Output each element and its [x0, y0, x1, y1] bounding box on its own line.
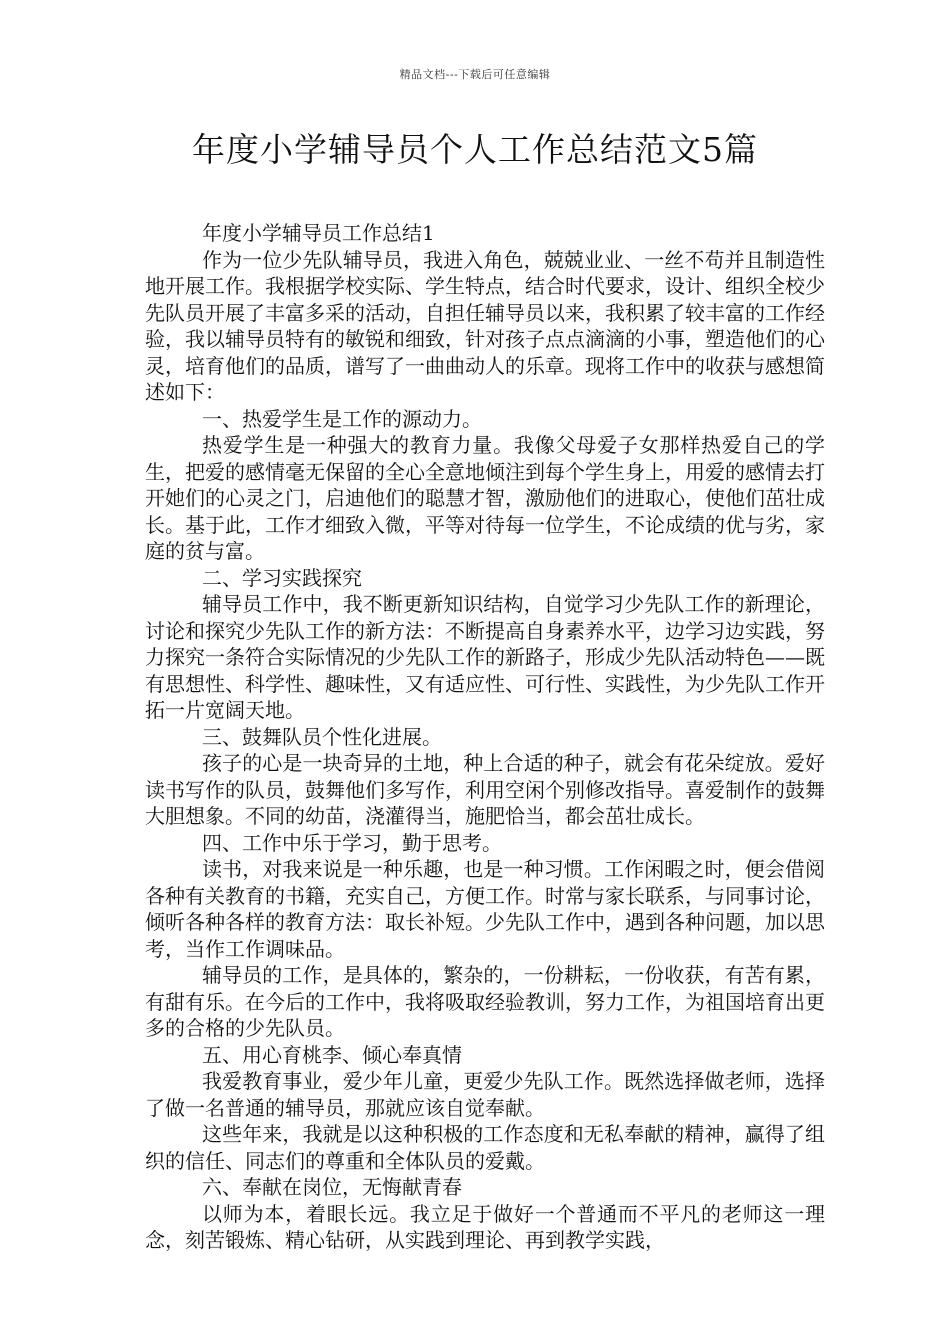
document-body	[145, 220, 825, 1254]
section-heading: 年度小学辅导员工作总结1	[202, 221, 435, 245]
paragraph: 我爱教育事业，爱少年儿童，更爱少先队工作。既然选择做老师，选择了做一名普通的辅导员，那就应该自觉奉献。	[145, 1069, 825, 1120]
section-heading: 四、工作中乐于学习，勤于思考。	[202, 830, 502, 855]
paragraph: 孩子的心是一块奇异的土地，种上合适的种子，就会有花朵绽放。爱好读书写作的队员，鼓舞他们多写作，利用空闲个别修改指导。喜爱制作的鼓舞大胆想象。不同的幼苗，浇灌得当，施肥恰当，都会茁壮成长。	[145, 751, 825, 828]
section-heading: 二、学习实践探究	[202, 565, 362, 590]
paragraph: 辅导员的工作，是具体的，繁杂的，一份耕耘，一份收获，有苦有累，有甜有乐。在今后的工作中，我将吸取经验教训，努力工作，为祖国培育出更多的合格的少先队员。	[145, 963, 825, 1040]
section-heading: 三、鼓舞队员个性化进展。	[202, 724, 442, 749]
header-note: 精品文档---下载后可任意编辑	[399, 68, 551, 81]
paragraph: 读书，对我来说是一种乐趣，也是一种习惯。工作闲暇之时，便会借阅各种有关教育的书籍，充实自己，方便工作。时常与家长联系，与同事讨论，倾听各种各样的教育方法：取长补短。少先队工作中，遇到各种问题，加以思考，当作工作调味品。	[145, 857, 825, 961]
paragraph: 以师为本，着眼长远。我立足于做好一个普通而不平凡的老师这一理念，刻苦锻炼、精心钻研，从实践到理论、再到教学实践，	[145, 1201, 825, 1252]
section-heading: 五、用心育桃李、倾心奉真情	[202, 1042, 462, 1067]
section-heading: 一、热爱学生是工作的源动力。	[202, 406, 482, 431]
section-heading: 六、奉献在岗位，无悔献青春	[202, 1175, 462, 1199]
paragraph: 辅导员工作中，我不断更新知识结构，自觉学习少先队工作的新理论，讨论和探究少先队工作的新方法：不断提高自身素养水平，边学习边实践，努力探究一条符合实际情况的少先队工作的新路子，形成少先队活动特色——既有思想性、科学性、趣味性，又有适应性、可行性、实践性，为少先队工作开拓一片宽阔天地。	[145, 592, 825, 722]
paragraph: 这些年来，我就是以这种积极的工作态度和无私奉献的精神，赢得了组织的信任、同志们的尊重和全体队员的爱戴。	[145, 1122, 825, 1173]
paragraph: 热爱学生是一种强大的教育力量。我像父母爱子女那样热爱自己的学生，把爱的感情毫无保留的全心全意地倾注到每个学生身上，用爱的感情去打开她们的心灵之门，启迪他们的聪慧才智，激励他们的进取心，使他们茁壮成长。基于此，工作才细致入微，平等对待每一位学生，不论成绩的优与劣，家庭的贫与富。	[145, 433, 825, 563]
paragraph: 作为一位少先队辅导员，我进入角色，兢兢业业、一丝不苟并且制造性地开展工作。我根据学校实际、学生特点，结合时代要求，设计、组织全校少先队员开展了丰富多采的活动，自担任辅导员以来，我积累了较丰富的工作经验，我以辅导员特有的敏锐和细致，针对孩子点点滴滴的小事，塑造他们的心灵，培育他们的品质，谱写了一曲曲动人的乐章。现将工作中的收获与感想简述如下：	[145, 247, 825, 404]
document-title: 年度小学辅导员个人工作总结范文5篇	[192, 130, 758, 169]
